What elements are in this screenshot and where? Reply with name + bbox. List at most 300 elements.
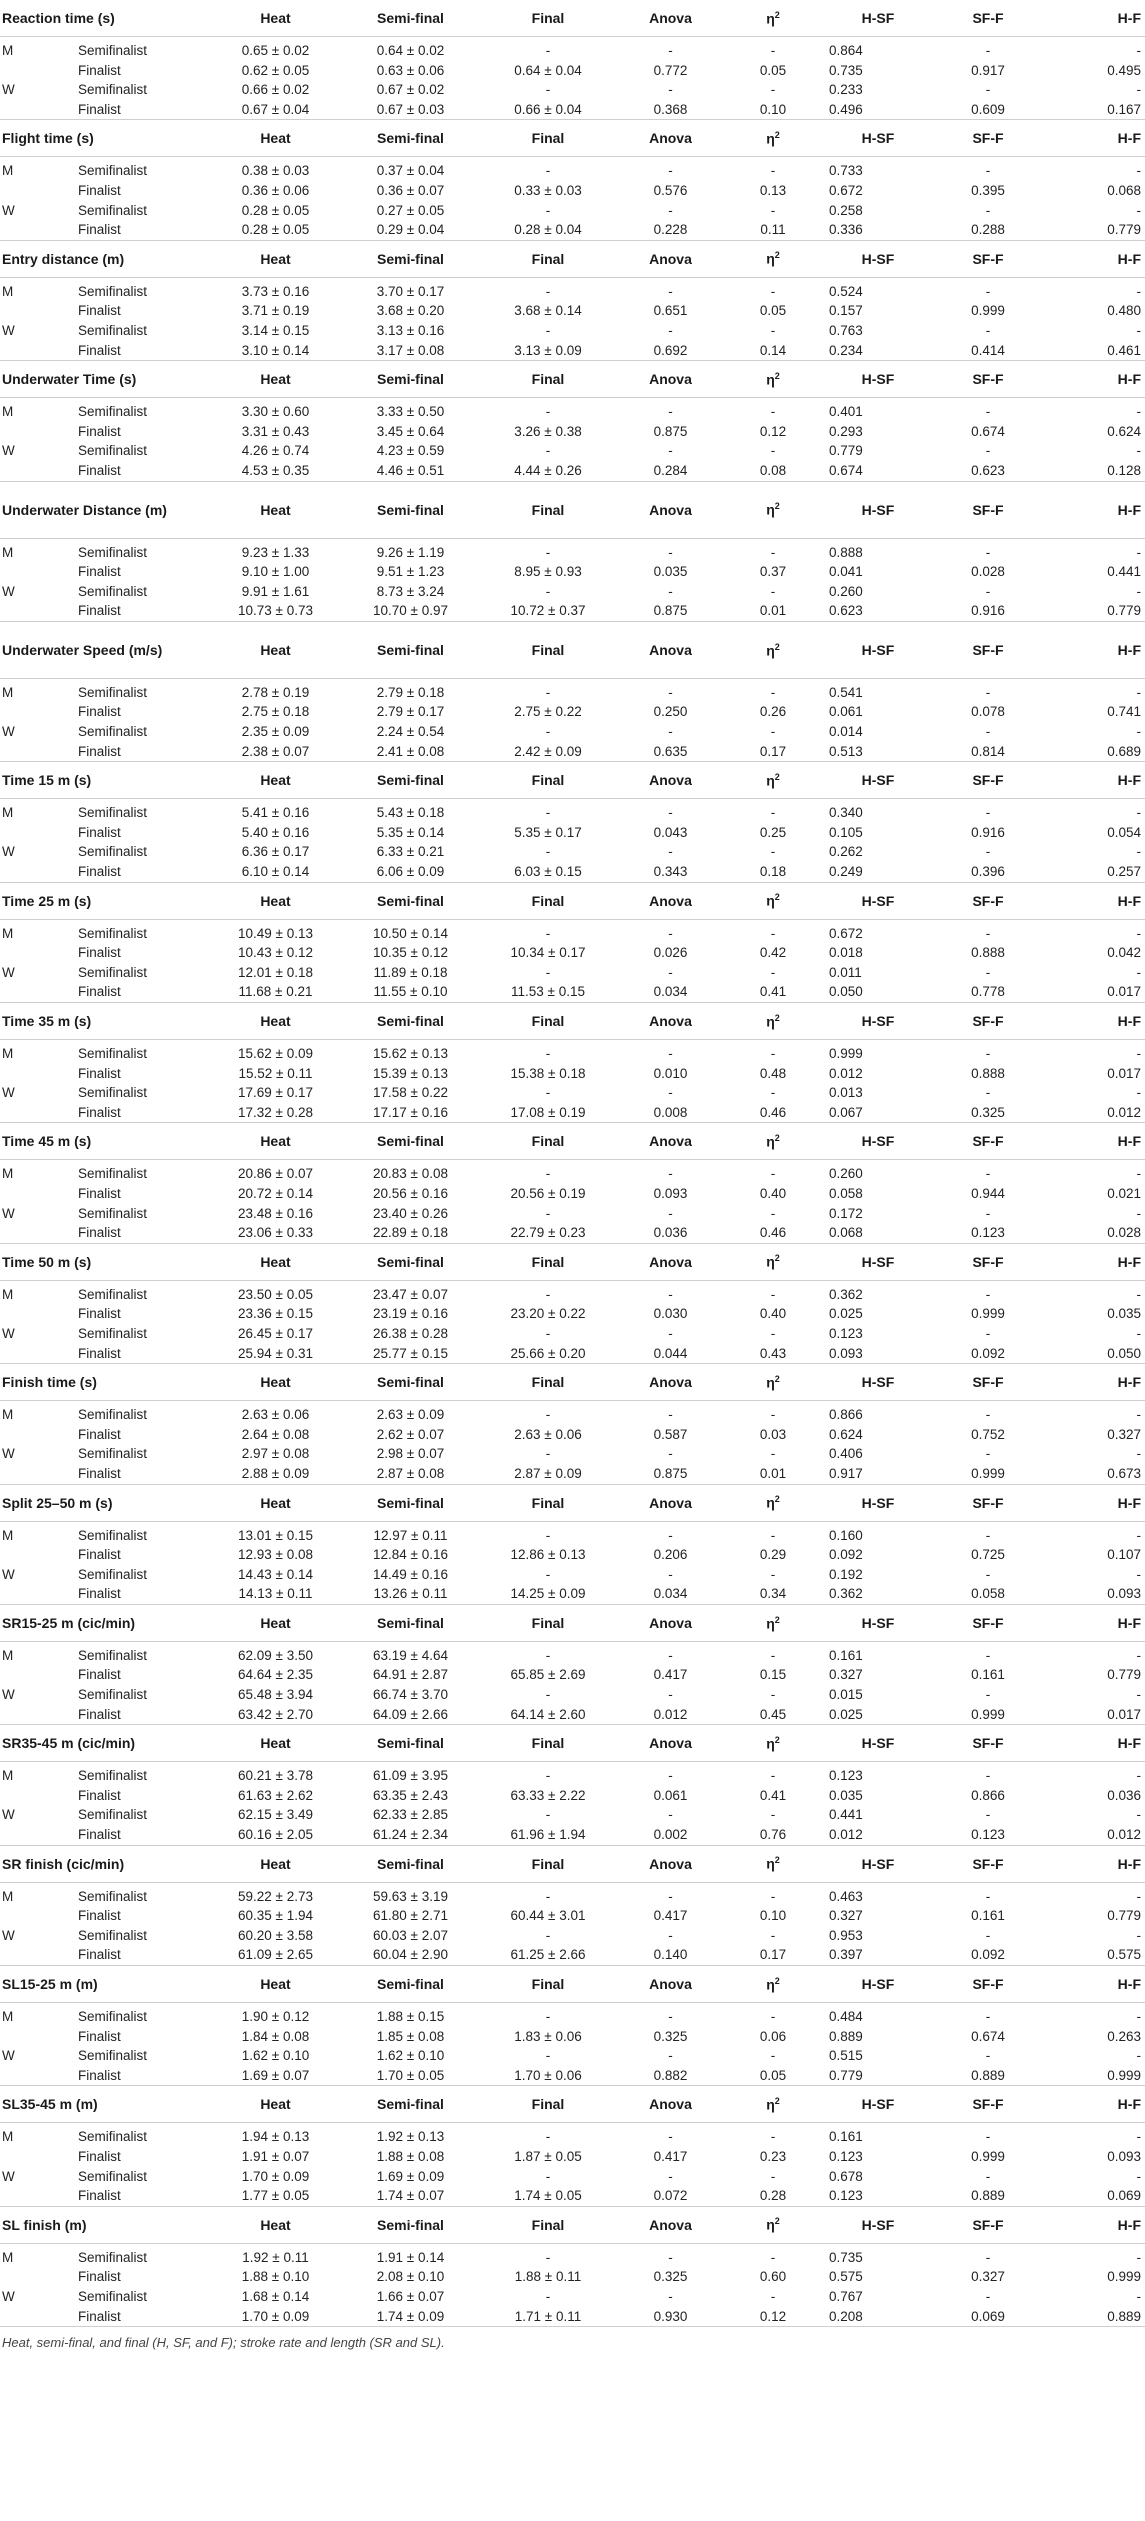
final-cell: 1.71 ± 0.11	[478, 2307, 618, 2327]
column-header-sff: SF-F	[933, 1123, 1043, 1160]
column-header-eta-squared	[723, 621, 823, 678]
group-cell: Semifinalist	[78, 1888, 148, 1904]
column-header-final: Final	[478, 1243, 618, 1280]
table-row	[0, 100, 1145, 120]
eta-superscript: 2	[774, 250, 780, 261]
column-header-hf: H-F	[1043, 1243, 1145, 1280]
eta-cell: 0.37	[759, 564, 787, 580]
hsf-cell: 0.192	[829, 1566, 863, 1582]
eta-symbol: η	[766, 1976, 775, 1993]
heat-cell: 23.36 ± 0.15	[238, 1306, 313, 1322]
final-cell: 1.87 ± 0.05	[514, 2148, 582, 2164]
hsf-cell: 0.123	[823, 2186, 933, 2206]
anova-cell: -	[668, 1407, 673, 1423]
group-cell: Semifinalist	[78, 583, 148, 599]
sex-cell	[0, 742, 78, 762]
column-header-heat: Heat	[208, 1243, 343, 1280]
eta-superscript: 2	[774, 892, 780, 903]
eta-cell: 0.29	[759, 1547, 787, 1563]
hf-cell: -	[1136, 1286, 1141, 1302]
eta-symbol: η	[766, 1013, 775, 1030]
table-row	[0, 1083, 1145, 1103]
eta-cell: -	[770, 964, 776, 980]
anova-cell: -	[668, 2129, 673, 2145]
heat-cell: 63.42 ± 2.70	[208, 1705, 343, 1725]
heat-cell: 0.28 ± 0.05	[241, 202, 310, 218]
eta-symbol: η	[766, 2217, 775, 2234]
column-header-hf: H-F	[1043, 1845, 1145, 1882]
sex-cell	[0, 1545, 78, 1565]
eta-superscript: 2	[774, 1494, 780, 1505]
heat-cell: 0.62 ± 0.05	[241, 62, 310, 78]
hf-cell: 0.017	[1043, 1705, 1145, 1725]
table-row	[0, 601, 1145, 621]
column-header-sff: SF-F	[933, 2086, 1043, 2123]
sex-cell	[0, 982, 78, 1002]
hf-cell: 0.035	[1107, 1306, 1141, 1322]
semifinal-cell: 2.62 ± 0.07	[376, 1426, 445, 1442]
anova-cell: 0.043	[653, 824, 688, 840]
hsf-cell: 0.025	[829, 1306, 863, 1322]
sff-cell: 0.888	[971, 1065, 1005, 1081]
hf-cell: -	[1136, 844, 1141, 860]
final-cell: 20.56 ± 0.19	[510, 1185, 586, 1201]
anova-cell: -	[668, 684, 673, 700]
table-row	[0, 41, 1145, 61]
final-cell: 23.20 ± 0.22	[510, 1306, 586, 1322]
section-title: SR15-25 m (cic/min)	[0, 1604, 208, 1641]
eta-cell: 0.40	[759, 1185, 787, 1201]
semifinal-cell: 60.03 ± 2.07	[373, 1927, 448, 1943]
eta-superscript: 2	[774, 771, 780, 782]
column-header-hf: H-F	[1043, 481, 1145, 538]
final-cell: 0.64 ± 0.04	[514, 62, 582, 78]
heat-cell: 3.31 ± 0.43	[241, 423, 310, 439]
column-header-hf: H-F	[1043, 762, 1145, 799]
anova-cell: 0.002	[618, 1825, 723, 1845]
eta-cell: -	[770, 43, 776, 58]
hf-cell: -	[1136, 163, 1141, 179]
hsf-cell: 0.463	[829, 1888, 863, 1904]
table-row	[0, 803, 1145, 823]
sex-cell: M	[2, 43, 14, 58]
column-header-eta-squared	[723, 240, 823, 277]
eta-symbol: η	[766, 772, 775, 789]
hf-cell: -	[1136, 2168, 1141, 2184]
hsf-cell: 0.050	[823, 982, 933, 1002]
table-row	[0, 1464, 1145, 1484]
heat-cell: 65.48 ± 3.94	[238, 1687, 313, 1703]
anova-cell: 0.093	[653, 1185, 688, 1201]
semifinal-cell: 6.06 ± 0.09	[343, 862, 478, 882]
column-header-semi: Semi-final	[343, 361, 478, 398]
anova-cell: -	[668, 1566, 673, 1582]
final-cell: 2.42 ± 0.09	[478, 742, 618, 762]
sex-cell: W	[2, 1927, 15, 1943]
eta-cell: -	[770, 322, 776, 338]
column-header-final: Final	[478, 1003, 618, 1040]
column-header-hsf: H-SF	[823, 1364, 933, 1401]
sff-cell: 0.889	[933, 2066, 1043, 2086]
group-cell: Semifinalist	[78, 202, 148, 218]
sex-cell	[0, 943, 78, 963]
column-header-final: Final	[478, 1845, 618, 1882]
eta-superscript: 2	[774, 1614, 780, 1625]
eta-superscript: 2	[774, 1373, 780, 1384]
hsf-cell: 0.763	[829, 322, 863, 338]
eta-superscript: 2	[774, 9, 780, 20]
heat-cell: 64.64 ± 2.35	[238, 1667, 313, 1683]
heat-cell: 10.43 ± 0.12	[238, 945, 313, 961]
hf-cell: -	[1136, 1325, 1141, 1341]
column-header-heat: Heat	[208, 762, 343, 799]
sex-cell	[0, 1103, 78, 1123]
sff-cell: 0.917	[971, 62, 1005, 78]
group-cell: Finalist	[78, 2269, 121, 2285]
final-cell: -	[545, 1085, 551, 1101]
group-cell: Finalist	[78, 1223, 208, 1243]
semifinal-cell: 22.89 ± 0.18	[343, 1223, 478, 1243]
heat-cell: 0.66 ± 0.02	[241, 82, 310, 98]
sex-cell	[0, 220, 78, 240]
eta-cell: -	[770, 2168, 776, 2184]
column-header-final: Final	[478, 1364, 618, 1401]
column-header-hf: H-F	[1043, 2086, 1145, 2123]
hsf-cell: 0.513	[823, 742, 933, 762]
hsf-cell: 0.889	[829, 2028, 863, 2044]
eta-symbol: η	[766, 2096, 775, 2113]
semifinal-cell: 1.69 ± 0.09	[376, 2168, 445, 2184]
hsf-cell: 0.093	[823, 1344, 933, 1364]
hf-cell: 0.012	[1043, 1825, 1145, 1845]
section-header-row	[0, 240, 1145, 277]
hsf-cell: 0.888	[829, 544, 863, 560]
final-cell: -	[545, 684, 551, 700]
section-title: Flight time (s)	[0, 120, 208, 157]
sff-cell: 0.916	[933, 601, 1043, 621]
final-cell: -	[545, 1566, 551, 1582]
anova-cell: 0.417	[653, 1667, 688, 1683]
hf-cell: 0.461	[1043, 341, 1145, 361]
semifinal-cell: 12.97 ± 0.11	[373, 1527, 448, 1543]
hsf-cell: 0.172	[829, 1205, 863, 1221]
semifinal-cell: 11.55 ± 0.10	[343, 982, 478, 1002]
column-header-anova: Anova	[618, 1123, 723, 1160]
group-cell: Finalist	[78, 1306, 121, 1322]
column-header-heat: Heat	[208, 1364, 343, 1401]
hsf-cell: 0.014	[829, 724, 863, 740]
hsf-cell: 0.406	[829, 1446, 863, 1462]
heat-cell: 2.63 ± 0.06	[241, 1407, 310, 1423]
column-header-heat: Heat	[208, 240, 343, 277]
semifinal-cell: 0.36 ± 0.07	[376, 182, 445, 198]
hf-cell: 0.069	[1043, 2186, 1145, 2206]
sex-cell: M	[2, 404, 14, 420]
eta-cell: -	[770, 1286, 776, 1302]
section-title: Underwater Distance (m)	[0, 481, 208, 538]
hf-cell: -	[1136, 82, 1141, 98]
group-cell: Finalist	[78, 1705, 208, 1725]
eta-cell: -	[770, 805, 776, 821]
table-row	[0, 1184, 1145, 1204]
final-cell: -	[545, 2048, 551, 2064]
column-header-anova: Anova	[618, 2086, 723, 2123]
eta-cell: -	[770, 202, 776, 218]
final-cell: -	[545, 1647, 551, 1663]
heat-cell: 0.67 ± 0.04	[208, 100, 343, 120]
sff-cell: -	[985, 1446, 991, 1462]
anova-cell: -	[668, 2168, 673, 2184]
sex-cell	[0, 1223, 78, 1243]
column-header-hf: H-F	[1043, 1484, 1145, 1521]
eta-cell: 0.46	[723, 1223, 823, 1243]
table-row	[0, 2066, 1145, 2086]
hsf-cell: 0.258	[829, 202, 863, 218]
section-header-row	[0, 1243, 1145, 1280]
group-cell: Semifinalist	[78, 1205, 148, 1221]
section-title: Time 45 m (s)	[0, 1123, 208, 1160]
heat-cell: 4.26 ± 0.74	[241, 443, 310, 459]
sex-cell	[0, 1184, 78, 1204]
table-row	[0, 1786, 1145, 1806]
anova-cell: 0.587	[653, 1426, 688, 1442]
column-header-eta-squared	[723, 1484, 823, 1521]
hsf-cell: 0.013	[829, 1085, 863, 1101]
table-row	[0, 1526, 1145, 1546]
anova-cell: -	[668, 1888, 673, 1904]
anova-cell: 0.692	[618, 341, 723, 361]
final-cell: -	[545, 1807, 551, 1823]
table-row	[0, 543, 1145, 563]
sff-cell: -	[985, 2249, 991, 2265]
anova-cell: -	[668, 1446, 673, 1462]
semifinal-cell: 59.63 ± 3.19	[373, 1888, 448, 1904]
eta-cell: 0.43	[723, 1344, 823, 1364]
column-header-eta-squared	[723, 1364, 823, 1401]
semifinal-cell: 61.24 ± 2.34	[343, 1825, 478, 1845]
section-title: Time 15 m (s)	[0, 762, 208, 799]
hsf-cell: 0.035	[829, 1787, 863, 1803]
sff-cell: 0.999	[971, 1306, 1005, 1322]
sff-cell: 0.092	[933, 1344, 1043, 1364]
table-row	[0, 742, 1145, 762]
semifinal-cell: 26.38 ± 0.28	[373, 1325, 448, 1341]
eta-cell: 0.10	[759, 1908, 787, 1924]
hf-cell: -	[1136, 964, 1141, 980]
sex-cell: W	[2, 1807, 15, 1823]
sex-cell	[0, 862, 78, 882]
sex-cell	[0, 1344, 78, 1364]
sff-cell: 0.028	[971, 564, 1005, 580]
eta-symbol: η	[766, 501, 775, 518]
hsf-cell: 0.496	[823, 100, 933, 120]
heat-cell: 0.38 ± 0.03	[241, 163, 310, 179]
hf-cell: 0.779	[1107, 1908, 1141, 1924]
table-row	[0, 2046, 1145, 2066]
anova-cell: 0.034	[618, 1584, 723, 1604]
table-row	[0, 2147, 1145, 2167]
group-cell: Finalist	[78, 1945, 208, 1965]
table-row	[0, 1164, 1145, 1184]
column-header-sff: SF-F	[933, 621, 1043, 678]
table-row	[0, 441, 1145, 461]
final-cell: 63.33 ± 2.22	[510, 1787, 586, 1803]
sff-cell: 0.888	[971, 945, 1005, 961]
sex-cell: W	[2, 724, 15, 740]
semifinal-cell: 2.79 ± 0.18	[376, 684, 445, 700]
column-header-heat: Heat	[208, 1003, 343, 1040]
eta-symbol: η	[766, 892, 775, 909]
heat-cell: 5.40 ± 0.16	[241, 824, 310, 840]
hf-cell: 0.093	[1107, 2148, 1141, 2164]
section-title: SR35-45 m (cic/min)	[0, 1725, 208, 1762]
column-header-final: Final	[478, 762, 618, 799]
column-header-final: Final	[478, 1966, 618, 2003]
semifinal-cell: 2.08 ± 0.10	[376, 2269, 445, 2285]
semifinal-cell: 3.45 ± 0.64	[376, 423, 445, 439]
eta-superscript: 2	[774, 1253, 780, 1264]
anova-cell: 0.343	[618, 862, 723, 882]
eta-symbol: η	[766, 1615, 775, 1632]
anova-cell: 0.010	[653, 1065, 688, 1081]
sff-cell: -	[985, 583, 991, 599]
eta-symbol: η	[766, 1254, 775, 1271]
sff-cell: 0.916	[971, 824, 1005, 840]
group-cell: Semifinalist	[78, 1085, 148, 1101]
column-header-eta-squared	[723, 882, 823, 919]
group-cell: Semifinalist	[78, 1286, 148, 1302]
final-cell: 5.35 ± 0.17	[514, 824, 582, 840]
eta-cell: -	[770, 1446, 776, 1462]
hsf-cell: 0.866	[829, 1407, 863, 1423]
group-cell: Finalist	[78, 2186, 208, 2206]
column-header-sff: SF-F	[933, 0, 1043, 37]
section-header-row	[0, 882, 1145, 919]
section-header-row	[0, 120, 1145, 157]
table-row	[0, 1064, 1145, 1084]
hf-cell: 0.889	[1043, 2307, 1145, 2327]
anova-cell: -	[668, 1166, 673, 1182]
final-cell: -	[545, 964, 551, 980]
hf-cell: 0.575	[1043, 1945, 1145, 1965]
eta-cell: 0.06	[759, 2028, 787, 2044]
section-title: Entry distance (m)	[0, 240, 208, 277]
final-cell: 6.03 ± 0.15	[478, 862, 618, 882]
table-row	[0, 1405, 1145, 1425]
column-header-hf: H-F	[1043, 1123, 1145, 1160]
sff-cell: 0.674	[971, 423, 1005, 439]
sex-cell: M	[2, 925, 14, 941]
sff-cell: 0.752	[971, 1426, 1005, 1442]
column-header-heat: Heat	[208, 1123, 343, 1160]
sex-cell	[0, 562, 78, 582]
semifinal-cell: 0.67 ± 0.03	[343, 100, 478, 120]
final-cell: 15.38 ± 0.18	[510, 1065, 586, 1081]
group-cell: Semifinalist	[78, 1647, 148, 1663]
sex-cell: W	[2, 1687, 15, 1703]
column-header-semi: Semi-final	[343, 882, 478, 919]
eta-superscript: 2	[774, 1012, 780, 1023]
heat-cell: 2.78 ± 0.19	[241, 684, 310, 700]
sff-cell: -	[985, 1687, 991, 1703]
group-cell: Semifinalist	[78, 2009, 148, 2024]
sff-cell: 0.327	[971, 2269, 1005, 2285]
eta-superscript: 2	[774, 1855, 780, 1866]
sff-cell: -	[985, 1085, 991, 1101]
eta-cell: 0.25	[759, 824, 787, 840]
heat-cell: 26.45 ± 0.17	[238, 1325, 313, 1341]
eta-cell: -	[770, 1085, 776, 1101]
sff-cell: 0.814	[933, 742, 1043, 762]
final-cell: -	[545, 43, 551, 58]
final-cell: 2.87 ± 0.09	[478, 1464, 618, 1484]
column-header-sff: SF-F	[933, 1003, 1043, 1040]
heat-cell: 20.72 ± 0.14	[238, 1185, 313, 1201]
table-row	[0, 823, 1145, 843]
hf-cell: -	[1136, 1927, 1141, 1943]
heat-cell: 10.73 ± 0.73	[208, 601, 343, 621]
hsf-cell: 0.624	[829, 1426, 863, 1442]
sff-cell: -	[985, 1927, 991, 1943]
section-title: Split 25–50 m (s)	[0, 1484, 208, 1521]
hf-cell: 0.021	[1107, 1185, 1141, 1201]
column-header-eta-squared	[723, 1243, 823, 1280]
hsf-cell: 0.160	[829, 1527, 863, 1543]
group-cell: Finalist	[78, 220, 208, 240]
column-header-heat: Heat	[208, 2206, 343, 2243]
heat-cell: 23.06 ± 0.33	[208, 1223, 343, 1243]
final-cell: 3.68 ± 0.14	[514, 303, 582, 319]
table-row	[0, 1304, 1145, 1324]
sex-cell	[0, 2027, 78, 2047]
sff-cell: 0.069	[933, 2307, 1043, 2327]
semifinal-cell: 61.80 ± 2.71	[373, 1908, 448, 1924]
sff-cell: -	[985, 684, 991, 700]
heat-cell: 2.97 ± 0.08	[241, 1446, 310, 1462]
column-header-anova: Anova	[618, 1604, 723, 1641]
final-cell: 2.63 ± 0.06	[514, 1426, 582, 1442]
final-cell: -	[545, 544, 551, 560]
column-header-final: Final	[478, 882, 618, 919]
sff-cell: -	[985, 163, 991, 179]
heat-cell: 12.93 ± 0.08	[238, 1547, 313, 1563]
column-header-hf: H-F	[1043, 361, 1145, 398]
table-row	[0, 1584, 1145, 1604]
section-title: Underwater Time (s)	[0, 361, 208, 398]
hf-cell: 0.128	[1043, 461, 1145, 481]
hsf-cell: 0.864	[829, 43, 863, 58]
semifinal-cell: 15.39 ± 0.13	[373, 1065, 448, 1081]
eta-symbol: η	[766, 130, 775, 147]
semifinal-cell: 9.51 ± 1.23	[376, 564, 445, 580]
anova-cell: 0.072	[618, 2186, 723, 2206]
eta-cell: 0.46	[723, 1103, 823, 1123]
hsf-cell: 0.123	[829, 1325, 863, 1341]
sff-cell: -	[985, 2129, 991, 2145]
heat-cell: 1.90 ± 0.12	[241, 2009, 310, 2024]
hsf-cell: 0.011	[829, 964, 862, 980]
column-header-hsf: H-SF	[823, 0, 933, 37]
group-cell: Finalist	[78, 982, 208, 1002]
column-header-hsf: H-SF	[823, 1604, 933, 1641]
sex-cell: W	[2, 2048, 15, 2064]
column-header-hf: H-F	[1043, 0, 1145, 37]
sff-cell: -	[985, 1768, 991, 1784]
column-header-eta-squared	[723, 1966, 823, 2003]
column-header-semi: Semi-final	[343, 1364, 478, 1401]
hsf-cell: 0.293	[829, 423, 863, 439]
column-header-hf: H-F	[1043, 1604, 1145, 1641]
